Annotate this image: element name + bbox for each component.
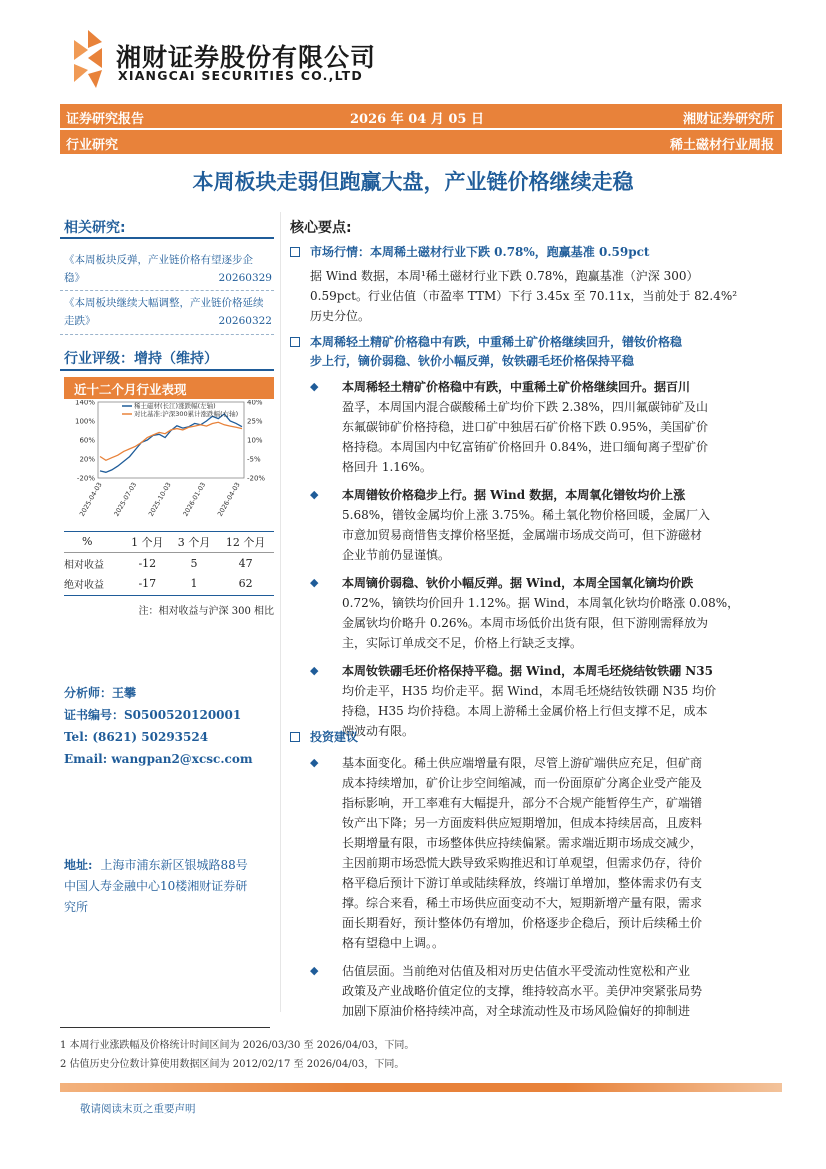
diamond-bullet-icon: ◆	[310, 664, 319, 677]
y-tick-right: -5%	[247, 455, 261, 464]
bullet-market: 市场行情：本周稀土磁材行业下跌 0.78%，跑赢基准 0.59pct	[290, 243, 780, 262]
institute: 湘财证券研究所	[682, 112, 774, 127]
company-name-en: XIANGCAI SECURITIES CO.,LTD	[118, 68, 363, 83]
checkbox-square-icon	[290, 337, 300, 347]
list-item: ◆ 本周稀轻土精矿价格稳中有跌，中重稀土矿价格继续回升。据百川 盈孚，本周国内混合碳酸稀土矿均价下跌 2.38%，四川氟碳铈矿及山 东氟碳铈矿价格持稳，进口矿中独居石矿价格下跌 0.95%，美国矿价 格持稳。本周国内中钇富铕矿价格回升 0.84%，进口缅甸离子型矿价 格回升 1.16%。	[310, 377, 780, 477]
research-category: 行业研究	[66, 138, 119, 153]
diamond-bullet-icon: ◆	[310, 488, 319, 501]
list-item: ◆ 本周镨钕价格稳步上行。据 Wind 数据，本周氧化镨钕均价上涨 5.68%，镨钕金属均价上涨 3.75%。稀土氧化物价格回暖，金属厂入 市意加贸易商惜售支撑价格坚挺，金属端市场成交尚可，但下游磁材 企业节前仍显谨慎。	[310, 485, 780, 565]
table-row: 绝对收益 -17 1 62	[64, 576, 253, 591]
list-item: ◆ 本周镝价弱稳、钬价小幅反弹。据 Wind，本周全国氧化镝均价跌 0.72%，镝铁均价回升 1.12%。据 Wind，本周氧化钬均价略涨 0.08%， 金属钬均价略升 0.26%。本周市场低价出货有限，但下游刚需释放为 主，实际订单成交不足，价格上行缺乏支撑。	[310, 573, 780, 653]
footnote-2: 2 估值历史分位数计算使用数据区间为 2012/02/17 至 2026/04/03，下同。	[60, 1059, 405, 1070]
divider	[60, 369, 274, 371]
list-item: ◆ 基本面变化。稀土供应端增量有限，尽管上游矿端供应充足，但矿商 成本持续增加，矿价让步空间缩减，而一份面原矿分离企业受产能及 指标影响，开工率难有大幅提升，部分不合规产能暂停生产，矿端镨 钕产出下降；另一方面废料供应短期增加，但成本持续居高，且废料 长期增量有限，市场整体供应持续偏紧。需求端近期市场成交减少， 主因前期市场恐慌大跌导致采购推迟和订单观望，但需求仍存，待价 格平稳后预计下游订单或陆续释放，终端订单增加，整体需求仍有支 撑。综合来看，稀土市场供应面变动不大，短期新增产量有限，需求 面长期看好，预计整体仍有增加，价格逐步企稳后，预计后续稀土价 格有望稳中上调。。	[310, 753, 780, 953]
divider	[60, 334, 274, 335]
y-tick-left: 20%	[79, 455, 95, 464]
x-tick: 2026-01-03	[181, 481, 208, 518]
y-tick-right: 10%	[247, 436, 263, 445]
column-divider	[280, 212, 281, 1012]
company-name-cn: 湘财证券股份有限公司	[116, 43, 377, 72]
market-paragraph: 据 Wind 数据，本周¹稀土磁材行业下跌 0.78%，跑赢基准（沪深 300） 0.59pct。行业估值（市盈率 TTM）下行 3.45x 至 70.11x，当前处于 82.4%² 历史分位。	[310, 269, 738, 323]
footer-disclaimer[interactable]: 敬请阅读末页之重要声明	[80, 1103, 196, 1115]
chart-header-bar	[64, 377, 274, 399]
analyst-email[interactable]: Email: wangpan2@xcsc.com	[64, 752, 253, 766]
footnote-divider	[60, 1027, 270, 1028]
related-research-heading: 相关研究:	[64, 220, 126, 236]
divider	[60, 290, 274, 291]
y-tick-right: -20%	[247, 474, 266, 483]
price-items	[310, 377, 780, 749]
legend-series-1: 稀土磁材(长江)涨跌幅(左轴)	[134, 402, 216, 410]
diamond-bullet-icon: ◆	[310, 964, 319, 977]
x-tick: 2025-10-03	[146, 481, 173, 518]
checkbox-square-icon	[290, 732, 300, 742]
list-item: ◆ 估值层面。当前绝对估值及相对历史估值水平受流动性宽松和产业 政策及产业战略价值定位的支撑，维持较高水平。美伊冲突紧张局势 加剧下原油价格持续冲高，对全球流动性及市场风险偏好的抑制进	[310, 961, 780, 1021]
page-title: 本周板块走弱但跑赢大盘，产业链价格继续走稳	[192, 170, 634, 194]
investment-items	[310, 753, 780, 1021]
industry-performance-chart	[64, 400, 276, 530]
report-type: 证券研究报告	[66, 112, 145, 127]
analyst-cert: 证书编号：S0500520120001	[64, 708, 242, 722]
y-tick-left: 140%	[74, 400, 95, 407]
performance-table	[64, 531, 274, 617]
diamond-bullet-icon: ◆	[310, 380, 319, 393]
report-series: 稀土磁材行业周报	[669, 138, 774, 153]
analyst-block	[64, 682, 253, 770]
bullet-prices: 本周稀轻土精矿价格稳中有跌，中重稀土矿价格继续回升，镨钕价格稳 步上行，镝价弱稳、钬价小幅反弹，钕铁硼毛坯价格保持平稳	[290, 333, 780, 371]
analyst-name: 分析师：王攀	[64, 686, 137, 700]
checkbox-square-icon	[290, 247, 300, 257]
bullet-investment: 投资建议	[290, 728, 780, 747]
y-tick-left: -20%	[76, 474, 95, 483]
legend-series-2: 对比基准:沪深300累计涨跌幅(右轴)	[134, 410, 239, 418]
y-tick-left: 100%	[74, 417, 95, 426]
logo-mark-icon	[66, 30, 110, 88]
address-block: 地址: 上海市浦东新区银城路88号 中国人寿金融中心10楼湘财证券研 究所	[64, 858, 248, 914]
y-tick-left: 60%	[79, 436, 95, 445]
header-bar-row2	[60, 130, 782, 154]
footer-bar	[60, 1083, 782, 1092]
header-bar-row1	[60, 104, 782, 128]
footnote-1: 1 本周行业涨跌幅及价格统计时间区间为 2026/03/30 至 2026/04/03，下同。	[60, 1040, 415, 1051]
x-tick: 2025-07-03	[112, 481, 139, 518]
company-logo	[66, 30, 110, 88]
related-item[interactable]: 《本周板块继续大幅调整，产业链价格延续 走跌》 20260322	[64, 297, 272, 327]
table-header-row: % 1 个月 3 个月 12 个月	[82, 535, 266, 549]
list-item: ◆ 本周钕铁硼毛坯价格保持平稳。据 Wind，本周毛坯烧结钕铁硼 N35 均价走平，H35 均价走平。据 Wind，本周毛坯烧结钕铁硼 N35 均价 持稳，H35 均价持稳。本周上游稀土金属价格上行但支撑不足，成本 端波动有限。	[310, 661, 780, 741]
y-tick-right: 25%	[247, 417, 263, 426]
diamond-bullet-icon: ◆	[310, 576, 319, 589]
x-tick: 2026-04-03	[215, 481, 242, 518]
table-row: 相对收益 -12 5 47	[64, 556, 253, 571]
diamond-bullet-icon: ◆	[310, 756, 319, 769]
chart-title: 近十二个月行业表现	[74, 382, 187, 397]
table-note: 注：相对收益与沪深 300 相比	[138, 606, 274, 617]
industry-rating: 行业评级：增持（维持）	[64, 351, 218, 367]
core-points-heading: 核心要点:	[290, 220, 352, 236]
analyst-tel: Tel: (8621) 50293524	[64, 730, 209, 744]
divider	[60, 237, 274, 239]
y-tick-right: 40%	[247, 400, 263, 407]
report-date: 2026 年 04 月 05 日	[350, 112, 484, 127]
x-tick: 2025-04-03	[77, 481, 104, 518]
related-item[interactable]: 《本周板块反弹，产业链价格有望逐步企 稳》 20260329	[64, 254, 272, 284]
